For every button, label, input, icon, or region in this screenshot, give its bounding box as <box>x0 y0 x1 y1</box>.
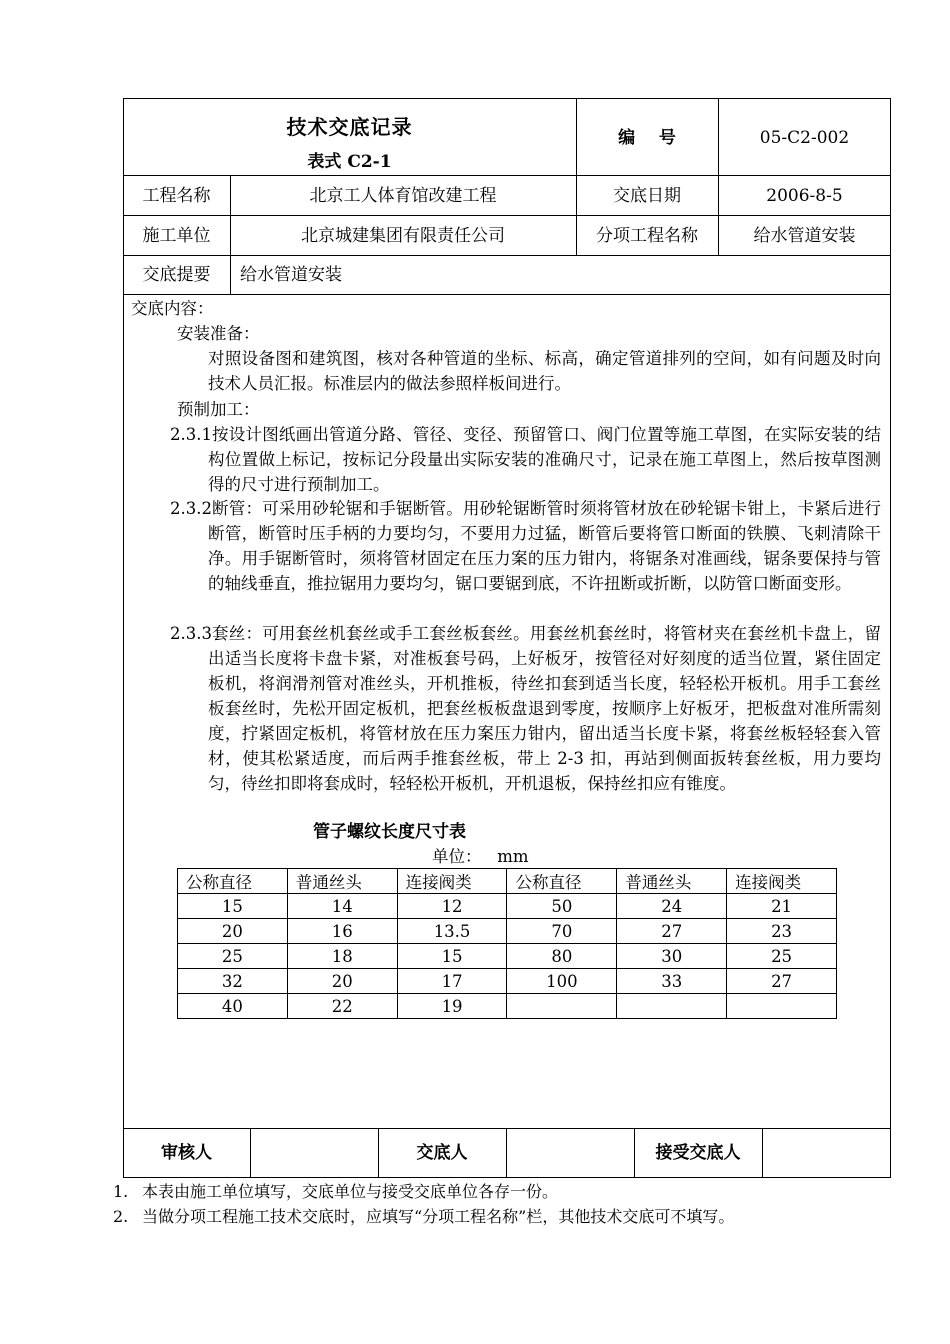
prep-heading: 安装准备： <box>177 324 260 343</box>
table-cell: 15 <box>397 944 507 969</box>
table-row <box>178 994 837 1019</box>
table-cell <box>617 994 727 1019</box>
table-cell: 33 <box>617 969 727 994</box>
number-value: 05-C2-002 <box>759 128 850 148</box>
table-cell: 27 <box>727 969 837 994</box>
table-row <box>178 969 837 994</box>
table-cell: 25 <box>727 944 837 969</box>
table-cell: 23 <box>727 919 837 944</box>
note-text: 本表由施工单位填写，交底单位与接受交底单位各存一份。 <box>142 1182 559 1201</box>
table-cell: 16 <box>287 919 397 944</box>
prefab-heading: 预制加工： <box>177 400 260 419</box>
item-number: 2.3.3 <box>170 624 212 643</box>
table-header-row <box>178 869 837 894</box>
table-cell: 50 <box>507 894 617 919</box>
table-cell: 100 <box>507 969 617 994</box>
table-cell: 20 <box>287 969 397 994</box>
table-row <box>178 944 837 969</box>
table-cell: 20 <box>178 919 288 944</box>
table-header-cell: 公称直径 <box>178 869 288 894</box>
table-cell: 12 <box>397 894 507 919</box>
table-cell <box>727 994 837 1019</box>
table-cell: 70 <box>507 919 617 944</box>
table-cell: 24 <box>617 894 727 919</box>
row-divider <box>123 215 891 216</box>
table-cell: 22 <box>287 994 397 1019</box>
item-text: 断管：可采用砂轮锯和手锯断管。用砂轮锯断管时须将管材放在砂轮锯卡钳上，卡紧后进行断管，断管时压手柄的力要均匀，不要用力过猛，断管后要将管口断面的铁膜、飞刺清除干净。用手锯断管时，须将管材固定在压力案的压力钳内，将锯条对准画线，锯条要保持与管的轴线垂直，推拉锯用力要均匀，锯口要锯到底，不许扭断或折断，以防管口断面变形。 <box>208 499 881 593</box>
table-cell: 40 <box>178 994 288 1019</box>
table-cell: 25 <box>178 944 288 969</box>
note-text: 当做分项工程施工技术交底时，应填写“分项工程名称”栏，其他技术交底可不填写。 <box>142 1207 735 1226</box>
table-row <box>178 894 837 919</box>
reviewer-field[interactable] <box>251 1129 377 1177</box>
table-header-cell: 连接阀类 <box>397 869 507 894</box>
item-number: 2.3.2 <box>170 499 212 518</box>
table-title: 管子螺纹长度尺寸表 <box>313 822 466 842</box>
form-code: 表式 C2-1 <box>307 152 392 172</box>
unit-value: 北京城建集团有限责任公司 <box>301 226 505 246</box>
table-cell: 27 <box>617 919 727 944</box>
row-divider <box>123 294 891 295</box>
receiver-label: 接受交底人 <box>655 1143 741 1163</box>
table-row <box>178 919 837 944</box>
table-cell: 15 <box>178 894 288 919</box>
item-text: 套丝：可用套丝机套丝或手工套丝板套丝。用套丝机套丝时，将管材夹在套丝机卡盘上，留出适当长度将卡盘卡紧，对准板套号码，上好板牙，按管径对好刻度的适当位置，紧住固定板机，将润滑剂管对准丝头，开机推板，待丝扣套到适当长度，轻轻松开板机。用手工套丝板套丝时，先松开固定板机，把套丝板板盘退到零度，按顺序上好板牙，把板盘对准所需刻度，拧紧固定板机，将管材放在压力案压力钳内，留出适当长度卡紧，将套丝板轻轻套入管材，使其松紧适度，而后两手推套丝板，带上 2-3 扣，再站到侧面扳转套丝板，用力要均匀，待丝扣即将套成时，轻轻松开板机，开机退板，保持丝扣应有锥度。 <box>208 624 881 793</box>
number-label: 编 号 <box>618 128 676 148</box>
content-label: 交底内容： <box>131 299 214 318</box>
table-cell: 17 <box>397 969 507 994</box>
item-number: 2.3.1 <box>170 425 212 444</box>
reviewer-label: 审核人 <box>161 1143 212 1163</box>
table-cell: 13.5 <box>397 919 507 944</box>
date-value: 2006-8-5 <box>766 186 843 206</box>
summary-value: 给水管道安装 <box>240 265 342 285</box>
subproject-label: 分项工程名称 <box>596 226 698 246</box>
note-number: 1. <box>113 1182 129 1201</box>
table-cell: 18 <box>287 944 397 969</box>
table-cell: 14 <box>287 894 397 919</box>
table-cell: 32 <box>178 969 288 994</box>
table-header-cell: 连接阀类 <box>727 869 837 894</box>
row-divider <box>123 175 891 176</box>
receiver-field[interactable] <box>763 1129 889 1177</box>
table-header-cell: 普通丝头 <box>617 869 727 894</box>
date-label: 交底日期 <box>613 186 681 206</box>
row-divider <box>123 255 891 256</box>
discloser-label: 交底人 <box>416 1143 468 1163</box>
table-cell: 21 <box>727 894 837 919</box>
subproject-value: 给水管道安装 <box>753 226 856 246</box>
thread-length-table <box>177 868 837 1019</box>
table-cell <box>507 994 617 1019</box>
summary-label: 交底提要 <box>142 265 211 285</box>
table-unit: 单位： mm <box>432 847 529 866</box>
prep-text: 对照设备图和建筑图，核对各种管道的坐标、标高，确定管道排列的空间，如有问题及时向技术人员汇报。标准层内的做法参照样板间进行。 <box>208 349 881 393</box>
table-header-cell: 普通丝头 <box>287 869 397 894</box>
table-cell: 80 <box>507 944 617 969</box>
form-title: 技术交底记录 <box>286 115 413 139</box>
table-cell: 19 <box>397 994 507 1019</box>
table-header-cell: 公称直径 <box>507 869 617 894</box>
table-cell: 30 <box>617 944 727 969</box>
item-text: 按设计图纸画出管道分路、管径、变径、预留管口、阀门位置等施工草图，在实际安装的结构位置做上标记，按标记分段量出实际安装的准确尺寸，记录在施工草图上，然后按草图测得的尺寸进行预制加工。 <box>208 425 881 494</box>
project-name: 北京工人体育馆改建工程 <box>309 186 497 206</box>
project-name-label: 工程名称 <box>142 186 211 206</box>
discloser-field[interactable] <box>507 1129 633 1177</box>
note-number: 2. <box>113 1207 129 1226</box>
unit-label: 施工单位 <box>142 226 211 246</box>
